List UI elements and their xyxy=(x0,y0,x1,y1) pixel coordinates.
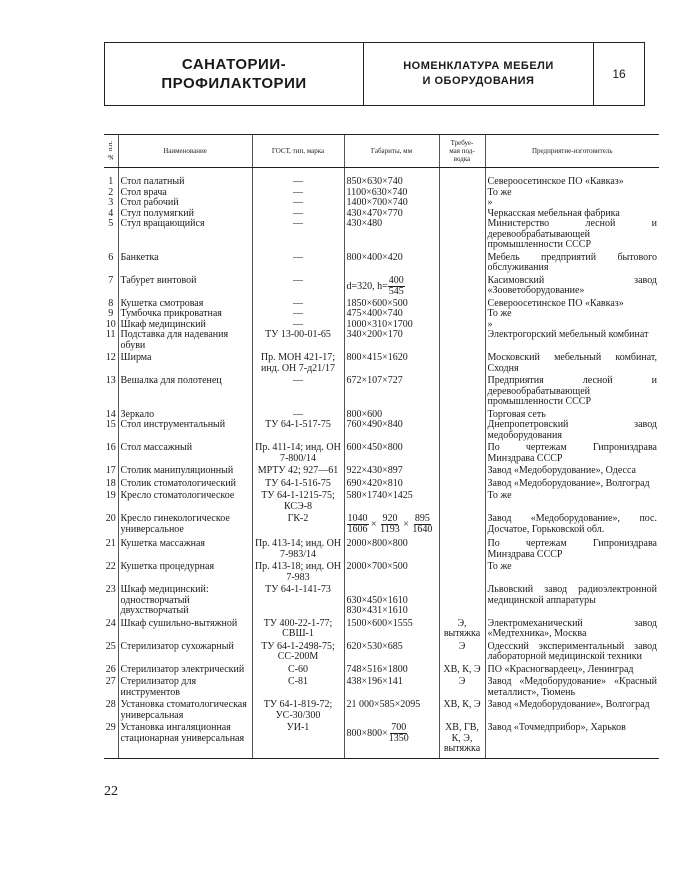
table-row xyxy=(104,374,659,408)
required-supply xyxy=(439,274,485,297)
required-supply xyxy=(439,408,485,442)
page-number: 22 xyxy=(104,784,118,799)
manufacturer: Львовский завод радиоэлектронной медицинской аппаратуры xyxy=(485,583,659,617)
dimensions: 690×420×810 xyxy=(344,477,439,490)
dimensions: 800×600 760×490×840 xyxy=(344,408,439,442)
manufacturer: Московский мебельный комбинат, Сходня xyxy=(485,351,659,374)
dimensions: 1850×600×500 475×400×740 1000×310×1700 340×200×170 xyxy=(344,297,439,352)
table-row xyxy=(104,698,659,721)
row-number: 20 xyxy=(105,513,116,524)
gost-mark: Пр. 413-18; инд. ОН 7-983 xyxy=(252,560,344,583)
times-sign: × xyxy=(400,518,412,530)
fraction xyxy=(379,514,401,535)
row-number: 12 xyxy=(105,352,116,363)
table-number-text: 16 xyxy=(612,67,626,81)
required-supply: ХВ, К, Э xyxy=(439,663,485,676)
required-supply xyxy=(439,374,485,408)
item-name: Кушетка процедурная xyxy=(118,560,252,583)
required-supply xyxy=(439,168,485,251)
manufacturer: ПО «Красногвардеец», Ленинград xyxy=(485,663,659,676)
page-subject-text: НОМЕНКЛАТУРА МЕБЕЛИ И ОБОРУДОВАНИЯ xyxy=(403,60,554,87)
gost-mark: Пр. 413-14; инд. ОН 7-983/14 xyxy=(252,537,344,560)
table-row xyxy=(104,663,659,676)
col-header-name: Наименование xyxy=(118,135,252,168)
col-header-req: Требуе- мая под- водка xyxy=(439,135,485,168)
item-name: Стерилизатор для инструментов xyxy=(118,675,252,698)
dimensions: 580×1740×1425 xyxy=(344,489,439,512)
required-supply xyxy=(439,477,485,490)
table-row xyxy=(104,640,659,663)
item-name: Стерилизатор сухожарный xyxy=(118,640,252,663)
page-header xyxy=(104,42,645,106)
row-number: 22 xyxy=(105,561,116,572)
fraction xyxy=(388,276,405,297)
table-row xyxy=(104,512,659,537)
dimensions: 2000×800×800 xyxy=(344,537,439,560)
item-name: Шкаф медицинский: одностворчатый двухстворчатый xyxy=(118,583,252,617)
fraction-numerator: 895 xyxy=(414,513,430,524)
manufacturer: То же xyxy=(485,560,659,583)
table-row xyxy=(104,489,659,512)
item-name: Установка ингаляционная стационарная универсальная xyxy=(118,721,252,758)
gost-mark: С-81 xyxy=(252,675,344,698)
table-row xyxy=(104,351,659,374)
item-name: Зеркало Стол инструментальный xyxy=(118,408,252,442)
gost-mark: — xyxy=(252,274,344,297)
manufacturer: Завод «Медоборудование», Волгоград xyxy=(485,698,659,721)
row-number: 27 xyxy=(105,676,116,687)
item-name: Ширма xyxy=(118,351,252,374)
gost-mark: МРТУ 42; 927—61 xyxy=(252,464,344,477)
nomenclature-table xyxy=(104,134,659,759)
dimensions: 672×107×727 xyxy=(344,374,439,408)
manufacturer: Завод «Точмедприбор», Харьков xyxy=(485,721,659,758)
item-name: Стол массажный xyxy=(118,441,252,464)
required-supply: Э xyxy=(439,675,485,698)
table-body xyxy=(104,168,659,759)
manufacturer: Мебель предприятий бытового обслуживания xyxy=(485,251,659,274)
required-supply xyxy=(439,251,485,274)
table-row xyxy=(104,251,659,274)
row-number: 13 xyxy=(105,375,116,386)
section-title xyxy=(105,43,364,105)
fraction xyxy=(411,514,433,535)
section-title-text: САНАТОРИИ- ПРОФИЛАКТОРИИ xyxy=(161,56,307,92)
table-number xyxy=(594,43,644,105)
gost-mark: ТУ 64-1-516-75 xyxy=(252,477,344,490)
col-header-gost: ГОСТ, тип, марка xyxy=(252,135,344,168)
item-name: Банкетка xyxy=(118,251,252,274)
gost-mark: ТУ 64-1-141-73 xyxy=(252,583,344,617)
fraction-numerator: 400 xyxy=(388,274,404,286)
required-supply: ХВ, ГВ, К, Э, вытяжка xyxy=(439,721,485,758)
dimensions: 600×450×800 xyxy=(344,441,439,464)
fraction-denominator: 1193 xyxy=(380,524,400,535)
gost-mark: — xyxy=(252,251,344,274)
required-supply xyxy=(439,351,485,374)
required-supply xyxy=(439,560,485,583)
dimensions: 2000×700×500 xyxy=(344,560,439,583)
manufacturer: Электромеханический завод «Медтехника», Москва xyxy=(485,617,659,640)
required-supply: ХВ, К, Э xyxy=(439,698,485,721)
dimensions: 21 000×585×2095 xyxy=(344,698,439,721)
item-name: Установка стоматологическая универсальная xyxy=(118,698,252,721)
table-row xyxy=(104,477,659,490)
row-number: 18 xyxy=(105,477,116,489)
required-supply xyxy=(439,537,485,560)
table-row xyxy=(104,721,659,758)
manufacturer: Североосетинское ПО «Кавказ» То же » Черкасская мебельная фабрика Министерство лесной и деревообрабатывающей промышленности СССР xyxy=(485,168,659,251)
row-number: 8 9 10 11 xyxy=(105,297,116,340)
fraction-numerator: 700 xyxy=(391,722,407,733)
fraction-numerator: 920 xyxy=(382,513,398,524)
row-number: 25 xyxy=(105,640,116,652)
gost-mark: ТУ 64-1-819-72; УС-30/300 xyxy=(252,698,344,721)
gost-mark: ТУ 64-1-2498-75; СС-200М xyxy=(252,640,344,663)
gost-mark: Пр. 411-14; инд. ОН 7-800/14 xyxy=(252,441,344,464)
item-name: Кресло гинекологическое универсальное xyxy=(118,512,252,537)
table-row xyxy=(104,441,659,464)
manufacturer: Завод «Медоборудование», Одесса xyxy=(485,464,659,477)
row-number: 23 xyxy=(105,584,116,595)
dimensions xyxy=(344,721,439,758)
col-header-dims: Габариты, мм xyxy=(344,135,439,168)
item-name: Кресло стоматологическое xyxy=(118,489,252,512)
dimensions xyxy=(344,512,439,537)
row-number: 19 xyxy=(105,490,116,501)
gost-mark: — — — ТУ 13-00-01-65 xyxy=(252,297,344,352)
table-row xyxy=(104,560,659,583)
fraction-denominator: 1640 xyxy=(412,524,433,535)
dimensions: 922×430×897 xyxy=(344,464,439,477)
row-number: 29 xyxy=(104,721,118,758)
gost-mark: — — — — — xyxy=(252,168,344,251)
dimensions: 1500×600×1555 xyxy=(344,617,439,640)
item-name: Кушетка массажная xyxy=(118,537,252,560)
row-number: 1 2 3 4 5 xyxy=(108,176,114,229)
dimensions: 630×450×1610 830×431×1610 xyxy=(344,583,439,617)
fraction-denominator: 545 xyxy=(388,285,404,297)
row-number: 6 xyxy=(108,251,114,263)
fraction xyxy=(388,723,410,744)
gost-mark: С-60 xyxy=(252,663,344,676)
item-name: Столик манипуляционный xyxy=(118,464,252,477)
manufacturer: Касимовский завод «Зооветоборудование» xyxy=(485,274,659,297)
manufacturer: Завод «Медоборудование», Волгоград xyxy=(485,477,659,490)
gost-mark: Пр. МОН 421-17; инд. ОН 7-д21/17 xyxy=(252,351,344,374)
manufacturer: Предприятия лесной и деревообрабатывающей промышленности СССР xyxy=(485,374,659,408)
manufacturer: Торговая сеть Днепропетровский завод медоборудования xyxy=(485,408,659,442)
gost-mark: ГК-2 xyxy=(252,512,344,537)
dimensions: 620×530×685 xyxy=(344,640,439,663)
row-number: 21 xyxy=(105,538,116,549)
col-header-no xyxy=(104,135,118,168)
gost-mark: — ТУ 64-1-517-75 xyxy=(252,408,344,442)
required-supply xyxy=(439,583,485,617)
manufacturer: По чертежам Гипрониздрава Минздрава СССР xyxy=(485,537,659,560)
manufacturer: Завод «Медоборудование», пос. Досчатое, Горьковской обл. xyxy=(485,512,659,537)
table-row xyxy=(104,168,659,251)
dimensions: 850×630×740 1100×630×740 1400×700×740 430×470×770 430×480 xyxy=(344,168,439,251)
dimensions-lead: d=320, h= xyxy=(346,280,388,292)
table-row xyxy=(104,583,659,617)
item-name: Шкаф сушильно-вытяжной xyxy=(118,617,252,640)
required-supply xyxy=(439,464,485,477)
table-row xyxy=(104,297,659,352)
item-name: Кушетка смотровая Тумбочка прикроватная Шкаф медицинский Подставка для надевания обуви xyxy=(118,297,252,352)
item-name: Столик стоматологический xyxy=(118,477,252,490)
required-supply: Э xyxy=(439,640,485,663)
required-supply xyxy=(439,489,485,512)
row-number: 17 xyxy=(105,465,116,476)
gost-mark: ТУ 64-1-1215-75; КСЭ-8 xyxy=(252,489,344,512)
manufacturer: Североосетинское ПО «Кавказ» То же » Электрогорский мебельный комбинат xyxy=(485,297,659,352)
gost-mark: УИ-1 xyxy=(252,721,344,758)
col-header-mfr: Предприятие-изготовитель xyxy=(485,135,659,168)
fraction-denominator: 1350 xyxy=(388,733,409,744)
table-row xyxy=(104,408,659,442)
dimensions xyxy=(344,274,439,297)
gost-mark: ТУ 400-22-1-77; СВШ-1 xyxy=(252,617,344,640)
row-number: 26 xyxy=(105,663,116,675)
times-sign: × xyxy=(368,518,380,530)
required-supply: Э, вытяжка xyxy=(439,617,485,640)
col-header-no-text: № п.п. xyxy=(106,140,114,160)
dimensions: 800×400×420 xyxy=(344,251,439,274)
dimensions-lead: 800×800× xyxy=(346,727,388,739)
dimensions: 800×415×1620 xyxy=(344,351,439,374)
manufacturer: То же xyxy=(485,489,659,512)
table-row xyxy=(104,274,659,297)
fraction-numerator: 1040 xyxy=(347,513,368,524)
row-number: 16 xyxy=(105,442,116,453)
required-supply xyxy=(439,441,485,464)
table-header-row xyxy=(104,135,659,168)
fraction-denominator: 1606 xyxy=(347,524,368,535)
table-row xyxy=(104,617,659,640)
row-number: 24 xyxy=(105,617,116,629)
manufacturer: Завод «Медоборудование» «Красный металлист», Тюмень xyxy=(485,675,659,698)
required-supply xyxy=(439,297,485,352)
gost-mark: — xyxy=(252,374,344,408)
manufacturer: По чертежам Гипрониздрава Минздрава СССР xyxy=(485,441,659,464)
table-row xyxy=(104,464,659,477)
row-number: 28 xyxy=(105,699,116,710)
page-subject xyxy=(364,43,594,105)
table-row xyxy=(104,537,659,560)
row-number: 14 15 xyxy=(105,408,116,430)
fraction xyxy=(347,514,369,535)
row-number: 7 xyxy=(108,274,114,286)
dimensions: 438×196×141 xyxy=(344,675,439,698)
item-name: Табурет винтовой xyxy=(118,274,252,297)
table-row xyxy=(104,675,659,698)
item-name: Стерилизатор электрический xyxy=(118,663,252,676)
dimensions: 748×516×1800 xyxy=(344,663,439,676)
required-supply xyxy=(439,512,485,537)
manufacturer: Одесский экспериментальный завод лабораторной медицинской техники xyxy=(485,640,659,663)
item-name: Стол палатный Стол врача Стол рабочий Стул полумягкий Стул вращающийся xyxy=(118,168,252,251)
item-name: Вешалка для полотенец xyxy=(118,374,252,408)
